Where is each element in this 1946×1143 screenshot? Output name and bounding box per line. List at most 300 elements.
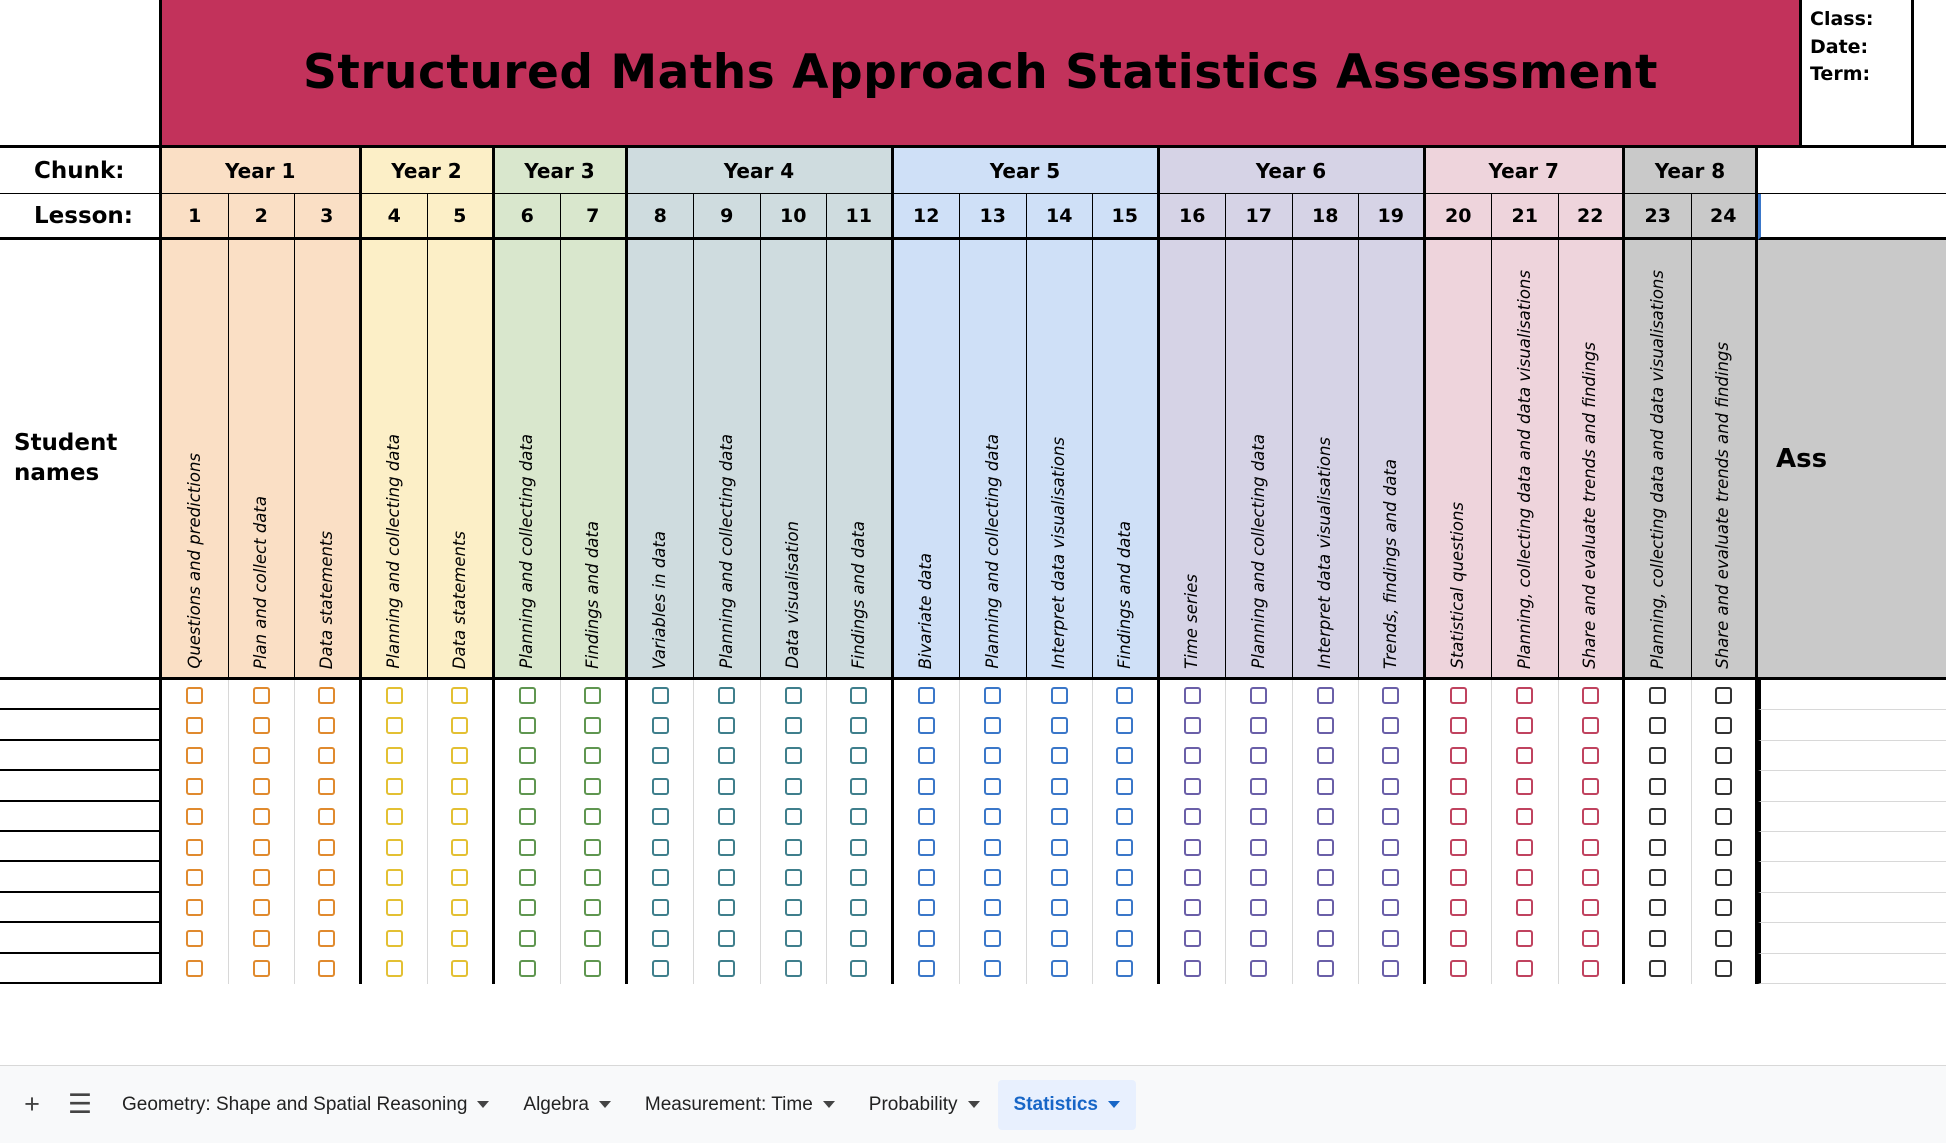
checkbox-cell[interactable]: [428, 832, 495, 862]
checkbox-cell[interactable]: [428, 802, 495, 832]
checkbox-icon[interactable]: [1715, 930, 1732, 947]
checkbox-icon[interactable]: [584, 899, 601, 916]
checkbox-icon[interactable]: [1450, 930, 1467, 947]
checkbox-icon[interactable]: [1649, 808, 1666, 825]
checkbox-cell[interactable]: [428, 862, 495, 892]
student-name-cell[interactable]: [0, 771, 162, 801]
checkbox-icon[interactable]: [652, 930, 669, 947]
checkbox-cell[interactable]: [827, 710, 894, 740]
checkbox-cell[interactable]: [495, 741, 562, 771]
checkbox-icon[interactable]: [519, 899, 536, 916]
checkbox-icon[interactable]: [253, 899, 270, 916]
checkbox-cell[interactable]: [1027, 954, 1094, 984]
checkbox-cell[interactable]: [894, 802, 961, 832]
checkbox-icon[interactable]: [984, 808, 1001, 825]
lesson-cell-21[interactable]: 21: [1492, 194, 1559, 240]
checkbox-cell[interactable]: [1559, 832, 1626, 862]
checkbox-cell[interactable]: [1559, 923, 1626, 953]
checkbox-icon[interactable]: [1649, 717, 1666, 734]
checkbox-icon[interactable]: [1582, 717, 1599, 734]
checkbox-cell[interactable]: [1359, 832, 1426, 862]
checkbox-cell[interactable]: [694, 954, 761, 984]
checkbox-cell[interactable]: [561, 832, 628, 862]
lesson-cell-16[interactable]: 16: [1160, 194, 1227, 240]
checkbox-cell[interactable]: [495, 893, 562, 923]
checkbox-icon[interactable]: [1649, 930, 1666, 947]
lesson-cell-17[interactable]: 17: [1226, 194, 1293, 240]
lesson-cell-6[interactable]: 6: [495, 194, 562, 240]
checkbox-cell[interactable]: [1359, 802, 1426, 832]
checkbox-icon[interactable]: [1116, 960, 1133, 977]
sheet-title-cell[interactable]: [162, 0, 1802, 145]
checkbox-icon[interactable]: [1516, 869, 1533, 886]
checkbox-cell[interactable]: [428, 954, 495, 984]
checkbox-cell[interactable]: [362, 680, 429, 710]
checkbox-icon[interactable]: [1516, 899, 1533, 916]
checkbox-icon[interactable]: [785, 930, 802, 947]
checkbox-cell[interactable]: [162, 862, 229, 892]
checkbox-icon[interactable]: [1184, 747, 1201, 764]
skill-header-cell[interactable]: [428, 240, 495, 680]
skill-header-cell[interactable]: [1692, 240, 1759, 680]
checkbox-cell[interactable]: [1625, 680, 1692, 710]
checkbox-icon[interactable]: [918, 808, 935, 825]
checkbox-cell[interactable]: [1359, 680, 1426, 710]
checkbox-icon[interactable]: [850, 839, 867, 856]
checkbox-cell[interactable]: [162, 710, 229, 740]
checkbox-cell[interactable]: [827, 923, 894, 953]
checkbox-cell[interactable]: [894, 954, 961, 984]
checkbox-icon[interactable]: [785, 839, 802, 856]
checkbox-icon[interactable]: [253, 930, 270, 947]
assessment-cell[interactable]: [1758, 680, 1946, 710]
checkbox-icon[interactable]: [1649, 778, 1666, 795]
checkbox-icon[interactable]: [1116, 687, 1133, 704]
checkbox-cell[interactable]: [1027, 680, 1094, 710]
checkbox-icon[interactable]: [253, 960, 270, 977]
checkbox-cell[interactable]: [295, 741, 362, 771]
checkbox-cell[interactable]: [1625, 771, 1692, 801]
skill-header-cell[interactable]: [1559, 240, 1626, 680]
checkbox-icon[interactable]: [1649, 869, 1666, 886]
sheet-tab-geometry-shape-and-spatial-reasoning[interactable]: [106, 1080, 505, 1130]
checkbox-icon[interactable]: [253, 808, 270, 825]
checkbox-icon[interactable]: [584, 687, 601, 704]
checkbox-icon[interactable]: [1450, 687, 1467, 704]
checkbox-icon[interactable]: [1317, 839, 1334, 856]
checkbox-icon[interactable]: [1184, 778, 1201, 795]
checkbox-icon[interactable]: [386, 930, 403, 947]
checkbox-cell[interactable]: [362, 710, 429, 740]
checkbox-icon[interactable]: [1184, 687, 1201, 704]
checkbox-cell[interactable]: [362, 893, 429, 923]
checkbox-cell[interactable]: [1293, 741, 1360, 771]
checkbox-cell[interactable]: [362, 954, 429, 984]
checkbox-cell[interactable]: [162, 741, 229, 771]
lesson-cell-9[interactable]: 9: [694, 194, 761, 240]
checkbox-cell[interactable]: [894, 680, 961, 710]
checkbox-cell[interactable]: [162, 771, 229, 801]
assessment-cell[interactable]: [1758, 771, 1946, 801]
checkbox-cell[interactable]: [295, 802, 362, 832]
checkbox-icon[interactable]: [1116, 808, 1133, 825]
checkbox-icon[interactable]: [584, 717, 601, 734]
sheet-tab-algebra[interactable]: [507, 1080, 627, 1130]
checkbox-cell[interactable]: [1692, 923, 1759, 953]
chevron-down-icon[interactable]: [823, 1101, 835, 1108]
checkbox-icon[interactable]: [318, 930, 335, 947]
checkbox-icon[interactable]: [186, 747, 203, 764]
checkbox-cell[interactable]: [827, 802, 894, 832]
chunk-cell-year-8[interactable]: Year 8: [1625, 148, 1758, 194]
lesson-cell-19[interactable]: 19: [1359, 194, 1426, 240]
checkbox-icon[interactable]: [1715, 717, 1732, 734]
checkbox-cell[interactable]: [1293, 862, 1360, 892]
checkbox-cell[interactable]: [495, 954, 562, 984]
checkbox-cell[interactable]: [1226, 710, 1293, 740]
checkbox-cell[interactable]: [1160, 893, 1227, 923]
checkbox-cell[interactable]: [1359, 771, 1426, 801]
checkbox-cell[interactable]: [1359, 862, 1426, 892]
checkbox-icon[interactable]: [1450, 808, 1467, 825]
lesson-cell-10[interactable]: 10: [761, 194, 828, 240]
checkbox-cell[interactable]: [1359, 923, 1426, 953]
checkbox-icon[interactable]: [1582, 747, 1599, 764]
checkbox-cell[interactable]: [1692, 893, 1759, 923]
checkbox-icon[interactable]: [1184, 839, 1201, 856]
checkbox-cell[interactable]: [1093, 832, 1160, 862]
all-sheets-icon[interactable]: ☰: [67, 1089, 93, 1119]
checkbox-icon[interactable]: [1051, 899, 1068, 916]
checkbox-icon[interactable]: [386, 747, 403, 764]
chevron-down-icon[interactable]: [968, 1101, 980, 1108]
checkbox-icon[interactable]: [1582, 899, 1599, 916]
checkbox-icon[interactable]: [718, 839, 735, 856]
checkbox-cell[interactable]: [1093, 741, 1160, 771]
checkbox-cell[interactable]: [229, 741, 296, 771]
checkbox-icon[interactable]: [318, 869, 335, 886]
checkbox-icon[interactable]: [1516, 717, 1533, 734]
checkbox-icon[interactable]: [718, 808, 735, 825]
checkbox-icon[interactable]: [1184, 960, 1201, 977]
checkbox-icon[interactable]: [850, 869, 867, 886]
assessment-cell[interactable]: [1758, 893, 1946, 923]
checkbox-cell[interactable]: [1559, 741, 1626, 771]
checkbox-cell[interactable]: [694, 680, 761, 710]
student-name-cell[interactable]: [0, 802, 162, 832]
checkbox-cell[interactable]: [162, 923, 229, 953]
lesson-cell-18[interactable]: 18: [1293, 194, 1360, 240]
checkbox-cell[interactable]: [1492, 710, 1559, 740]
checkbox-icon[interactable]: [318, 717, 335, 734]
lesson-cell-1[interactable]: 1: [162, 194, 229, 240]
checkbox-icon[interactable]: [1051, 869, 1068, 886]
checkbox-cell[interactable]: [960, 923, 1027, 953]
checkbox-icon[interactable]: [519, 717, 536, 734]
checkbox-cell[interactable]: [561, 862, 628, 892]
checkbox-cell[interactable]: [295, 710, 362, 740]
checkbox-icon[interactable]: [918, 687, 935, 704]
checkbox-cell[interactable]: [229, 771, 296, 801]
checkbox-cell[interactable]: [561, 954, 628, 984]
checkbox-cell[interactable]: [1492, 802, 1559, 832]
checkbox-cell[interactable]: [1492, 893, 1559, 923]
checkbox-icon[interactable]: [1582, 687, 1599, 704]
checkbox-icon[interactable]: [1317, 930, 1334, 947]
checkbox-icon[interactable]: [1382, 899, 1399, 916]
checkbox-icon[interactable]: [1051, 960, 1068, 977]
checkbox-cell[interactable]: [162, 832, 229, 862]
checkbox-cell[interactable]: [761, 802, 828, 832]
lesson-cell-22[interactable]: 22: [1559, 194, 1626, 240]
checkbox-icon[interactable]: [1715, 747, 1732, 764]
checkbox-icon[interactable]: [1317, 869, 1334, 886]
checkbox-cell[interactable]: [295, 832, 362, 862]
checkbox-cell[interactable]: [1160, 923, 1227, 953]
checkbox-cell[interactable]: [628, 710, 695, 740]
lesson-cell-12[interactable]: 12: [894, 194, 961, 240]
checkbox-cell[interactable]: [229, 923, 296, 953]
checkbox-icon[interactable]: [1516, 839, 1533, 856]
checkbox-icon[interactable]: [318, 960, 335, 977]
checkbox-cell[interactable]: [827, 893, 894, 923]
checkbox-icon[interactable]: [652, 808, 669, 825]
checkbox-cell[interactable]: [295, 771, 362, 801]
checkbox-icon[interactable]: [1250, 869, 1267, 886]
checkbox-cell[interactable]: [1160, 954, 1227, 984]
checkbox-icon[interactable]: [451, 808, 468, 825]
checkbox-icon[interactable]: [1116, 747, 1133, 764]
checkbox-icon[interactable]: [519, 808, 536, 825]
checkbox-icon[interactable]: [652, 747, 669, 764]
checkbox-cell[interactable]: [495, 862, 562, 892]
checkbox-cell[interactable]: [960, 893, 1027, 923]
checkbox-icon[interactable]: [785, 687, 802, 704]
lesson-cell-20[interactable]: 20: [1426, 194, 1493, 240]
checkbox-icon[interactable]: [652, 839, 669, 856]
checkbox-cell[interactable]: [894, 741, 961, 771]
checkbox-icon[interactable]: [1450, 960, 1467, 977]
checkbox-icon[interactable]: [519, 960, 536, 977]
checkbox-cell[interactable]: [362, 741, 429, 771]
checkbox-cell[interactable]: [1426, 710, 1493, 740]
checkbox-cell[interactable]: [1492, 923, 1559, 953]
checkbox-cell[interactable]: [1359, 710, 1426, 740]
checkbox-icon[interactable]: [984, 778, 1001, 795]
checkbox-icon[interactable]: [1516, 930, 1533, 947]
lesson-cell-4[interactable]: 4: [362, 194, 429, 240]
chevron-down-icon[interactable]: [477, 1101, 489, 1108]
checkbox-cell[interactable]: [1426, 923, 1493, 953]
checkbox-cell[interactable]: [1692, 771, 1759, 801]
checkbox-cell[interactable]: [229, 954, 296, 984]
checkbox-cell[interactable]: [1426, 741, 1493, 771]
checkbox-cell[interactable]: [495, 710, 562, 740]
checkbox-cell[interactable]: [1160, 680, 1227, 710]
checkbox-icon[interactable]: [1382, 687, 1399, 704]
checkbox-cell[interactable]: [1160, 710, 1227, 740]
checkbox-icon[interactable]: [718, 687, 735, 704]
checkbox-cell[interactable]: [761, 680, 828, 710]
sheet-tab-probability[interactable]: [853, 1080, 996, 1130]
checkbox-icon[interactable]: [186, 839, 203, 856]
checkbox-cell[interactable]: [162, 893, 229, 923]
checkbox-icon[interactable]: [1051, 687, 1068, 704]
checkbox-cell[interactable]: [1426, 680, 1493, 710]
checkbox-icon[interactable]: [318, 778, 335, 795]
checkbox-cell[interactable]: [1692, 862, 1759, 892]
skill-header-cell[interactable]: [495, 240, 562, 680]
checkbox-icon[interactable]: [850, 930, 867, 947]
lesson-cell-15[interactable]: 15: [1093, 194, 1160, 240]
checkbox-icon[interactable]: [386, 869, 403, 886]
skill-header-cell[interactable]: [827, 240, 894, 680]
checkbox-icon[interactable]: [1582, 778, 1599, 795]
checkbox-cell[interactable]: [1625, 741, 1692, 771]
checkbox-icon[interactable]: [1250, 839, 1267, 856]
checkbox-icon[interactable]: [1051, 930, 1068, 947]
lesson-cell-14[interactable]: 14: [1027, 194, 1094, 240]
checkbox-cell[interactable]: [561, 923, 628, 953]
checkbox-icon[interactable]: [718, 899, 735, 916]
checkbox-icon[interactable]: [186, 717, 203, 734]
checkbox-cell[interactable]: [827, 680, 894, 710]
checkbox-cell[interactable]: [229, 802, 296, 832]
checkbox-cell[interactable]: [229, 680, 296, 710]
checkbox-cell[interactable]: [1359, 741, 1426, 771]
checkbox-icon[interactable]: [984, 717, 1001, 734]
checkbox-cell[interactable]: [1027, 893, 1094, 923]
checkbox-icon[interactable]: [1184, 808, 1201, 825]
checkbox-icon[interactable]: [652, 778, 669, 795]
checkbox-cell[interactable]: [1027, 832, 1094, 862]
checkbox-icon[interactable]: [984, 899, 1001, 916]
checkbox-icon[interactable]: [1382, 717, 1399, 734]
checkbox-cell[interactable]: [1692, 954, 1759, 984]
checkbox-cell[interactable]: [362, 832, 429, 862]
checkbox-cell[interactable]: [428, 680, 495, 710]
checkbox-icon[interactable]: [1582, 808, 1599, 825]
checkbox-icon[interactable]: [1715, 808, 1732, 825]
checkbox-icon[interactable]: [1250, 717, 1267, 734]
assessment-cell[interactable]: [1758, 923, 1946, 953]
checkbox-icon[interactable]: [1649, 960, 1666, 977]
lesson-cell-2[interactable]: 2: [229, 194, 296, 240]
checkbox-icon[interactable]: [386, 808, 403, 825]
checkbox-icon[interactable]: [1317, 899, 1334, 916]
checkbox-cell[interactable]: [1226, 862, 1293, 892]
skill-header-cell[interactable]: [1625, 240, 1692, 680]
checkbox-cell[interactable]: [827, 771, 894, 801]
skill-header-cell[interactable]: [1226, 240, 1293, 680]
checkbox-icon[interactable]: [1250, 747, 1267, 764]
checkbox-icon[interactable]: [718, 747, 735, 764]
checkbox-cell[interactable]: [827, 862, 894, 892]
checkbox-cell[interactable]: [960, 862, 1027, 892]
checkbox-cell[interactable]: [694, 802, 761, 832]
checkbox-cell[interactable]: [1559, 802, 1626, 832]
checkbox-cell[interactable]: [628, 771, 695, 801]
skill-header-cell[interactable]: [295, 240, 362, 680]
checkbox-cell[interactable]: [1293, 954, 1360, 984]
checkbox-icon[interactable]: [1051, 778, 1068, 795]
checkbox-icon[interactable]: [318, 808, 335, 825]
student-name-cell[interactable]: [0, 862, 162, 892]
checkbox-cell[interactable]: [1226, 923, 1293, 953]
checkbox-cell[interactable]: [1293, 832, 1360, 862]
checkbox-cell[interactable]: [628, 802, 695, 832]
checkbox-icon[interactable]: [1516, 747, 1533, 764]
skill-header-cell[interactable]: [162, 240, 229, 680]
checkbox-icon[interactable]: [386, 778, 403, 795]
checkbox-cell[interactable]: [162, 680, 229, 710]
checkbox-icon[interactable]: [584, 808, 601, 825]
checkbox-icon[interactable]: [1116, 930, 1133, 947]
checkbox-icon[interactable]: [984, 960, 1001, 977]
checkbox-icon[interactable]: [850, 717, 867, 734]
checkbox-icon[interactable]: [1382, 839, 1399, 856]
checkbox-icon[interactable]: [253, 869, 270, 886]
checkbox-cell[interactable]: [1226, 802, 1293, 832]
checkbox-icon[interactable]: [1250, 808, 1267, 825]
checkbox-cell[interactable]: [295, 923, 362, 953]
checkbox-icon[interactable]: [451, 747, 468, 764]
checkbox-icon[interactable]: [918, 717, 935, 734]
checkbox-icon[interactable]: [519, 778, 536, 795]
checkbox-cell[interactable]: [495, 680, 562, 710]
checkbox-cell[interactable]: [495, 923, 562, 953]
checkbox-icon[interactable]: [1382, 960, 1399, 977]
checkbox-cell[interactable]: [628, 862, 695, 892]
checkbox-icon[interactable]: [1649, 899, 1666, 916]
checkbox-icon[interactable]: [451, 930, 468, 947]
assessment-cell[interactable]: [1758, 832, 1946, 862]
checkbox-cell[interactable]: [229, 710, 296, 740]
checkbox-cell[interactable]: [1625, 923, 1692, 953]
checkbox-icon[interactable]: [1516, 960, 1533, 977]
checkbox-cell[interactable]: [1027, 802, 1094, 832]
lesson-cell-3[interactable]: 3: [295, 194, 362, 240]
checkbox-icon[interactable]: [652, 717, 669, 734]
checkbox-cell[interactable]: [1692, 680, 1759, 710]
checkbox-cell[interactable]: [1027, 771, 1094, 801]
checkbox-cell[interactable]: [295, 893, 362, 923]
checkbox-cell[interactable]: [162, 954, 229, 984]
checkbox-cell[interactable]: [628, 954, 695, 984]
checkbox-icon[interactable]: [1184, 717, 1201, 734]
checkbox-cell[interactable]: [1559, 771, 1626, 801]
checkbox-icon[interactable]: [1317, 808, 1334, 825]
checkbox-cell[interactable]: [1692, 741, 1759, 771]
skill-header-cell[interactable]: [561, 240, 628, 680]
student-name-cell[interactable]: [0, 710, 162, 740]
assessment-cell[interactable]: [1758, 862, 1946, 892]
checkbox-cell[interactable]: [1027, 710, 1094, 740]
checkbox-cell[interactable]: [229, 832, 296, 862]
checkbox-cell[interactable]: [628, 893, 695, 923]
checkbox-cell[interactable]: [894, 832, 961, 862]
checkbox-icon[interactable]: [1649, 687, 1666, 704]
checkbox-icon[interactable]: [984, 687, 1001, 704]
checkbox-icon[interactable]: [253, 839, 270, 856]
checkbox-cell[interactable]: [1492, 832, 1559, 862]
checkbox-icon[interactable]: [186, 687, 203, 704]
checkbox-icon[interactable]: [1382, 747, 1399, 764]
checkbox-cell[interactable]: [1426, 893, 1493, 923]
checkbox-icon[interactable]: [1051, 808, 1068, 825]
checkbox-cell[interactable]: [495, 832, 562, 862]
checkbox-icon[interactable]: [785, 778, 802, 795]
